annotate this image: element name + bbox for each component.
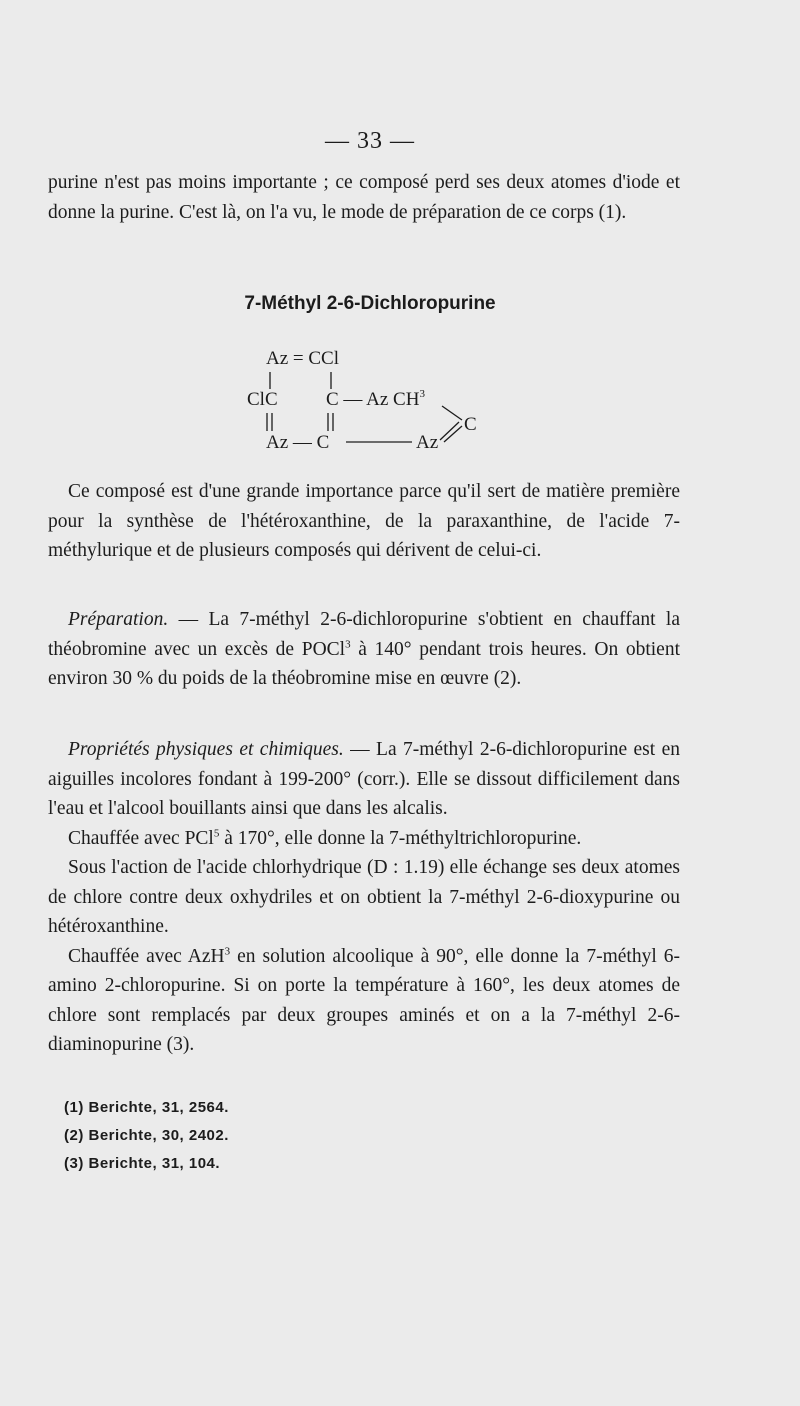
bond-to-c-top: [442, 406, 462, 420]
preparation-text-a: — La 7-méthyl 2-6-dichloropurine s'obtient en chauffant la théobromine avec un excès de POCl: [48, 609, 680, 660]
properties-section: [48, 735, 680, 1060]
intro-paragraph: [48, 168, 680, 227]
structural-formula: [240, 340, 500, 460]
azh-paragraph: [48, 942, 680, 1060]
properties-label: Propriétés physiques et chimiques.: [68, 739, 344, 760]
formula-diagram: [240, 340, 500, 460]
importance-paragraph: [48, 477, 680, 566]
pcl-text-b: à 170°, elle donne la 7-méthyltrichloropurine.: [219, 827, 582, 849]
footnote-2: (2) Berichte, 30, 2402.: [64, 1127, 229, 1144]
formula-row3-left: Az — C: [266, 432, 330, 453]
azh-text-a: Chauffée avec AzH: [68, 945, 225, 967]
page-number: — 33 —: [325, 128, 415, 154]
footnote-1: (1) Berichte, 31, 2564.: [64, 1099, 229, 1116]
preparation-sup: 3: [345, 638, 351, 650]
preparation-label: Préparation.: [68, 609, 169, 630]
formula-row2-mid-text: C — Az CH: [326, 389, 420, 410]
formula-row3-right: Az: [416, 432, 439, 453]
formula-row2-mid: [326, 388, 425, 410]
preparation-paragraph: [48, 605, 680, 694]
formula-row1: Az = CCl: [266, 348, 339, 369]
importance-text: Ce composé est d'une grande importance parce qu'il sert de matière première pour la synthèse de l'hétéroxanthine, de la paraxanthine, de l'acide 7-méthylurique et de plusieurs composés qui dérivent de celui-ci.: [48, 481, 680, 561]
formula-row2-left: ClC: [247, 389, 278, 410]
footnote-3: (3) Berichte, 31, 104.: [64, 1155, 221, 1172]
formula-row2-sup: 3: [419, 388, 425, 400]
footnotes: [64, 1094, 229, 1178]
pcl-paragraph: [48, 824, 680, 854]
intro-text: purine n'est pas moins importante ; ce composé perd ses deux atomes d'iode et donne la purine. C'est là, on l'a vu, le mode de préparation de ce corps (1).: [48, 172, 680, 223]
preparation-text: [48, 605, 680, 694]
properties-body: — La 7-méthyl 2-6-dichloropurine est en aiguilles incolores fondant à 199-200° (corr.). Elle se dissout difficilement dans l'eau et l'alcool bouillants ainsi que dans les alcalis.: [48, 739, 680, 819]
azh-text-b: en solution alcoolique à 90°, elle donne la 7-méthyl 6-amino 2-chloropurine. Si on porte la température à 160°, les deux atomes de chlore sont remplacés par deux groupes aminés et on a la 7-méthyl 2-6-diaminopurine (3).: [48, 945, 680, 1055]
azh-sup: 3: [224, 945, 231, 957]
pcl-text-a: Chauffée avec PCl: [68, 827, 214, 849]
formula-c-label: C: [464, 414, 477, 435]
hcl-paragraph: Sous l'action de l'acide chlorhydrique (D : 1.19) elle échange ses deux atomes de chlore contre deux oxhydriles et on obtient la 7-méthyl 2-6-dioxypurine ou hétéroxanthine.: [48, 857, 680, 937]
preparation-text-b: à 140° pendant trois heures. On obtient environ 30 % du poids de la théobromine mise en œuvre (2).: [48, 638, 680, 689]
properties-text: [48, 735, 680, 824]
section-heading: 7-Méthyl 2-6-Dichloropurine: [244, 293, 496, 314]
pcl-sup: 5: [213, 827, 220, 839]
